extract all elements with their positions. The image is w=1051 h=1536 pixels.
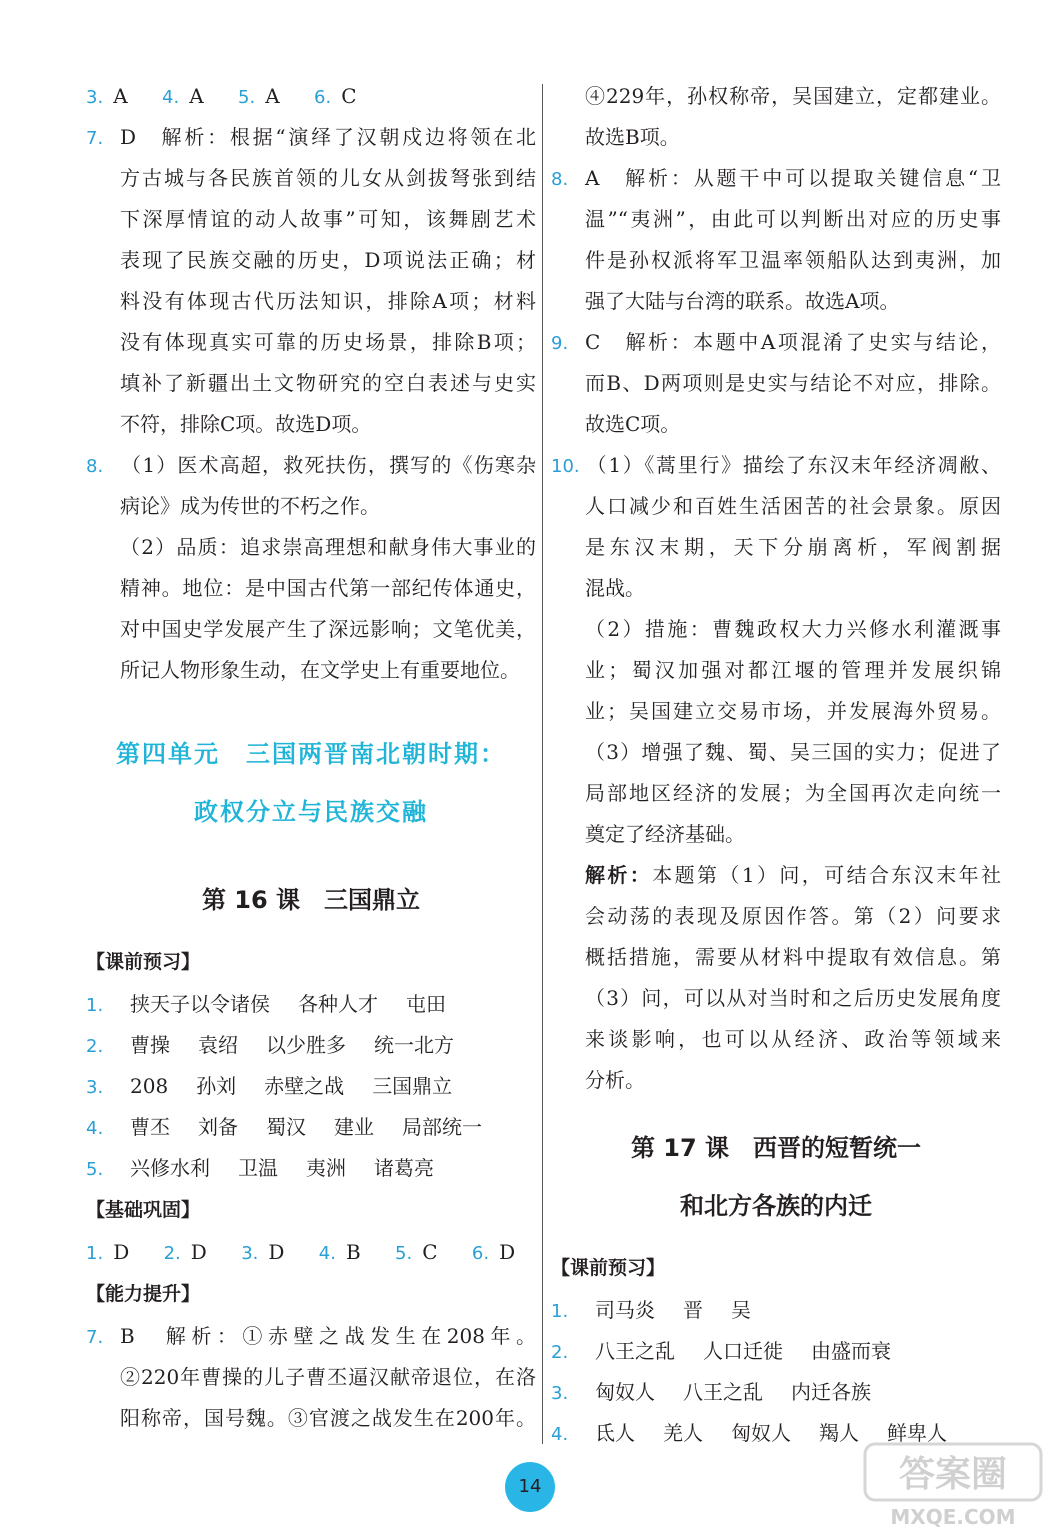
text-line: C 解析：本题中A项混淆了史实与结论， xyxy=(585,330,1001,354)
question-number: 5. xyxy=(395,1243,413,1264)
list-item xyxy=(551,1372,1001,1413)
question-number: 4. xyxy=(86,1118,104,1139)
answer: C xyxy=(341,84,357,108)
answer-8 xyxy=(86,445,536,691)
preview-list xyxy=(86,984,536,1189)
answer: 人口迁徙 xyxy=(703,1339,783,1363)
question-number: 3. xyxy=(551,1383,569,1404)
answer: 以少胜多 xyxy=(266,1033,346,1057)
left-column xyxy=(86,76,536,1439)
answer: 统一北方 xyxy=(374,1033,454,1057)
answer: D xyxy=(499,1240,516,1264)
text-line: 件是孙权派将军卫温率领船队达到夷洲，加 xyxy=(585,248,1001,272)
text-line: （1）《蒿里行》描绘了东汉末年经济凋敝、 xyxy=(585,453,1001,477)
question-number: 10. xyxy=(551,456,580,477)
answer: 吴 xyxy=(731,1298,751,1322)
answer: 匈奴人 xyxy=(731,1421,791,1445)
answer: D xyxy=(190,1240,207,1264)
answer: 刘备 xyxy=(198,1115,238,1139)
answer: 诸葛亮 xyxy=(374,1156,434,1180)
answers-3-6 xyxy=(86,76,536,117)
text-line: 强了大陆与台湾的联系。故选A项。 xyxy=(585,289,900,313)
text-line: 病论》成为传世的不朽之作。 xyxy=(120,494,380,518)
answer: 建业 xyxy=(334,1115,374,1139)
list-item xyxy=(551,1331,1001,1372)
lesson-16-title: 第 16 课 三国鼎立 xyxy=(201,886,421,914)
column-divider xyxy=(542,84,543,1444)
text-line: 对中国史学发展产生了深远影响；文笔优美， xyxy=(120,617,536,641)
answer: 各种人才 xyxy=(298,992,378,1016)
text-line: 分析。 xyxy=(585,1068,645,1092)
question-number: 8. xyxy=(86,456,104,477)
basic-answers xyxy=(86,1232,536,1273)
text-line: 阳称帝，国号魏。③官渡之战发生在200年。 xyxy=(120,1406,536,1430)
question-number: 8. xyxy=(551,169,569,190)
answer: 袁绍 xyxy=(198,1033,238,1057)
answer: 局部统一 xyxy=(402,1115,482,1139)
answer: 羌人 xyxy=(663,1421,703,1445)
watermark-url: MXQE.COM xyxy=(890,1505,1016,1529)
text-line: 局部地区经济的发展；为全国再次走向统一 xyxy=(585,781,1001,805)
answer: 鲜卑人 xyxy=(887,1421,947,1445)
answer: 三国鼎立 xyxy=(372,1074,453,1098)
text-line: （2）措施：曹魏政权大力兴修水利灌溉事 xyxy=(585,617,1001,641)
question-number: 1. xyxy=(551,1301,569,1322)
answer: D xyxy=(268,1240,285,1264)
answer: 兴修水利 xyxy=(130,1156,210,1180)
answer: 卫温 xyxy=(238,1156,278,1180)
question-number: 2. xyxy=(163,1243,181,1264)
answer: 208 xyxy=(130,1074,169,1098)
text-line: 故选C项。 xyxy=(585,412,681,436)
text-line: 不符，排除C项。故选D项。 xyxy=(120,412,372,436)
unit-title: 第四单元 三国两晋南北朝时期： xyxy=(116,740,506,768)
section-ability: 【能力提升】 xyxy=(86,1283,201,1305)
text-line: 而B、D两项则是史实与结论不对应，排除。 xyxy=(585,371,1001,395)
answer: 曹丕 xyxy=(130,1115,170,1139)
answer: 屯田 xyxy=(406,992,446,1016)
question-number: 4. xyxy=(162,87,180,108)
right-column xyxy=(551,76,1001,1454)
answer: A xyxy=(189,84,204,108)
question-number: 5. xyxy=(86,1159,104,1180)
ability-answer-7 xyxy=(86,1316,536,1439)
question-number: 2. xyxy=(551,1342,569,1363)
answer: 八王之乱 xyxy=(595,1339,675,1363)
analysis-label: 解析： xyxy=(585,863,653,887)
text-line: 会动荡的表现及原因作答。第（2）问要求 xyxy=(585,904,1001,928)
answer: A xyxy=(265,84,280,108)
ability-answer-10 xyxy=(551,445,1001,1101)
text-line: B 解析：①赤壁之战发生在208年。 xyxy=(120,1324,536,1348)
section-preview: 【课前预习】 xyxy=(86,951,201,973)
text-line: 人口减少和百姓生活困苦的社会景象。原因 xyxy=(585,494,1001,518)
text-line: ④229年，孙权称帝，吴国建立，定都建业。 xyxy=(585,84,1001,108)
list-item xyxy=(551,1290,1001,1331)
text-line: 料没有体现古代历法知识，排除A项；材料 xyxy=(120,289,536,313)
page-number: 14 xyxy=(505,1462,555,1512)
text-line: 下深厚情谊的动人故事”可知，该舞剧艺术 xyxy=(120,207,536,231)
section-preview: 【课前预习】 xyxy=(551,1257,666,1279)
text-line: 所记人物形象生动，在文学史上有重要地位。 xyxy=(120,658,520,682)
question-number: 6. xyxy=(314,87,332,108)
preview-list xyxy=(551,1290,1001,1454)
text-line: 表现了民族交融的历史，D项说法正确；材 xyxy=(120,248,536,272)
question-number: 7. xyxy=(86,1327,104,1348)
ability-answer-8 xyxy=(551,158,1001,322)
text-line: （2）品质：追求崇高理想和献身伟大事业的 xyxy=(120,535,536,559)
text-line: D 解析：根据“演绎了汉朝戍边将领在北 xyxy=(120,125,536,149)
question-number: 5. xyxy=(238,87,256,108)
text-line: 方古城与各民族首领的儿女从剑拔弩张到结 xyxy=(120,166,536,190)
answer-7 xyxy=(86,117,536,445)
text-line: 混战。 xyxy=(585,576,645,600)
answer: 夷洲 xyxy=(306,1156,346,1180)
list-item xyxy=(86,1066,536,1107)
list-item xyxy=(86,1148,536,1189)
answer: 蜀汉 xyxy=(266,1115,306,1139)
question-number: 4. xyxy=(551,1424,569,1445)
watermark-logo xyxy=(863,1440,1043,1530)
question-number: 3. xyxy=(86,87,104,108)
text-line: 业；蜀汉加强对都江堰的管理并发展织锦 xyxy=(585,658,1001,682)
answer: 由盛而衰 xyxy=(811,1339,891,1363)
question-number: 1. xyxy=(86,1243,104,1264)
answer: 司马炎 xyxy=(595,1298,655,1322)
text-line: （3）问，可以从对当时和之后历史发展角度 xyxy=(585,986,1001,1010)
text-line: 来谈影响，也可以从经济、政治等领域来 xyxy=(585,1027,1001,1051)
question-number: 9. xyxy=(551,333,569,354)
answer: 赤壁之战 xyxy=(264,1074,345,1098)
answer: B xyxy=(345,1240,361,1264)
text-line: 精神。地位：是中国古代第一部纪传体通史， xyxy=(120,576,536,600)
list-item xyxy=(86,984,536,1025)
list-item xyxy=(86,1107,536,1148)
text-line: 本题第（1）问，可结合东汉末年社 xyxy=(652,863,1001,887)
answer: 晋 xyxy=(683,1298,703,1322)
text-line: （3）增强了魏、蜀、吴三国的实力；促进了 xyxy=(585,740,1001,764)
list-item xyxy=(86,1025,536,1066)
text-line: ②220年曹操的儿子曹丕逼汉献帝退位，在洛 xyxy=(120,1365,536,1389)
text-line: 是东汉末期，天下分崩离析，军阀割据 xyxy=(585,535,1001,559)
question-number: 3. xyxy=(241,1243,259,1264)
question-number: 4. xyxy=(318,1243,336,1264)
text-line: 奠定了经济基础。 xyxy=(585,822,745,846)
answer: D xyxy=(113,1240,130,1264)
lesson-17-subtitle: 和北方各族的内迁 xyxy=(680,1192,872,1220)
answer: 内迁各族 xyxy=(791,1380,871,1404)
watermark-title: 答案圈 xyxy=(898,1454,1008,1495)
text-line: 温”“夷洲”，由此可以判断出对应的历史事 xyxy=(585,207,1001,231)
answer: 羯人 xyxy=(819,1421,859,1445)
section-basic: 【基础巩固】 xyxy=(86,1199,201,1221)
question-number: 2. xyxy=(86,1036,104,1057)
answer: C xyxy=(422,1240,438,1264)
question-number: 7. xyxy=(86,128,104,149)
text-line: A 解析：从题干中可以提取关键信息“卫 xyxy=(585,166,1001,190)
question-number: 3. xyxy=(86,1077,104,1098)
answer: 曹操 xyxy=(130,1033,170,1057)
lesson-17-title: 第 17 课 西晋的短暂统一 xyxy=(630,1134,922,1162)
text-line: 概括措施，需要从材料中提取有效信息。第 xyxy=(585,945,1001,969)
text-line: 填补了新疆出土文物研究的空白表述与史实 xyxy=(120,371,536,395)
question-number: 1. xyxy=(86,995,104,1016)
text-line: （1）医术高超，救死扶伤，撰写的《伤寒杂 xyxy=(120,453,536,477)
unit-subtitle: 政权分立与民族交融 xyxy=(194,798,428,826)
answer: 八王之乱 xyxy=(683,1380,763,1404)
text-line: 故选B项。 xyxy=(585,125,680,149)
answer: 氐人 xyxy=(595,1421,635,1445)
answer: A xyxy=(113,84,128,108)
answer: 挟天子以令诸侯 xyxy=(130,992,270,1016)
answer: 孙刘 xyxy=(196,1074,237,1098)
text-line: 业；吴国建立交易市场，并发展海外贸易。 xyxy=(585,699,1001,723)
question-number: 6. xyxy=(471,1243,490,1264)
answer: 匈奴人 xyxy=(595,1380,655,1404)
text-line: 没有体现真实可靠的历史场景，排除B项； xyxy=(120,330,536,354)
ability-answer-9 xyxy=(551,322,1001,445)
